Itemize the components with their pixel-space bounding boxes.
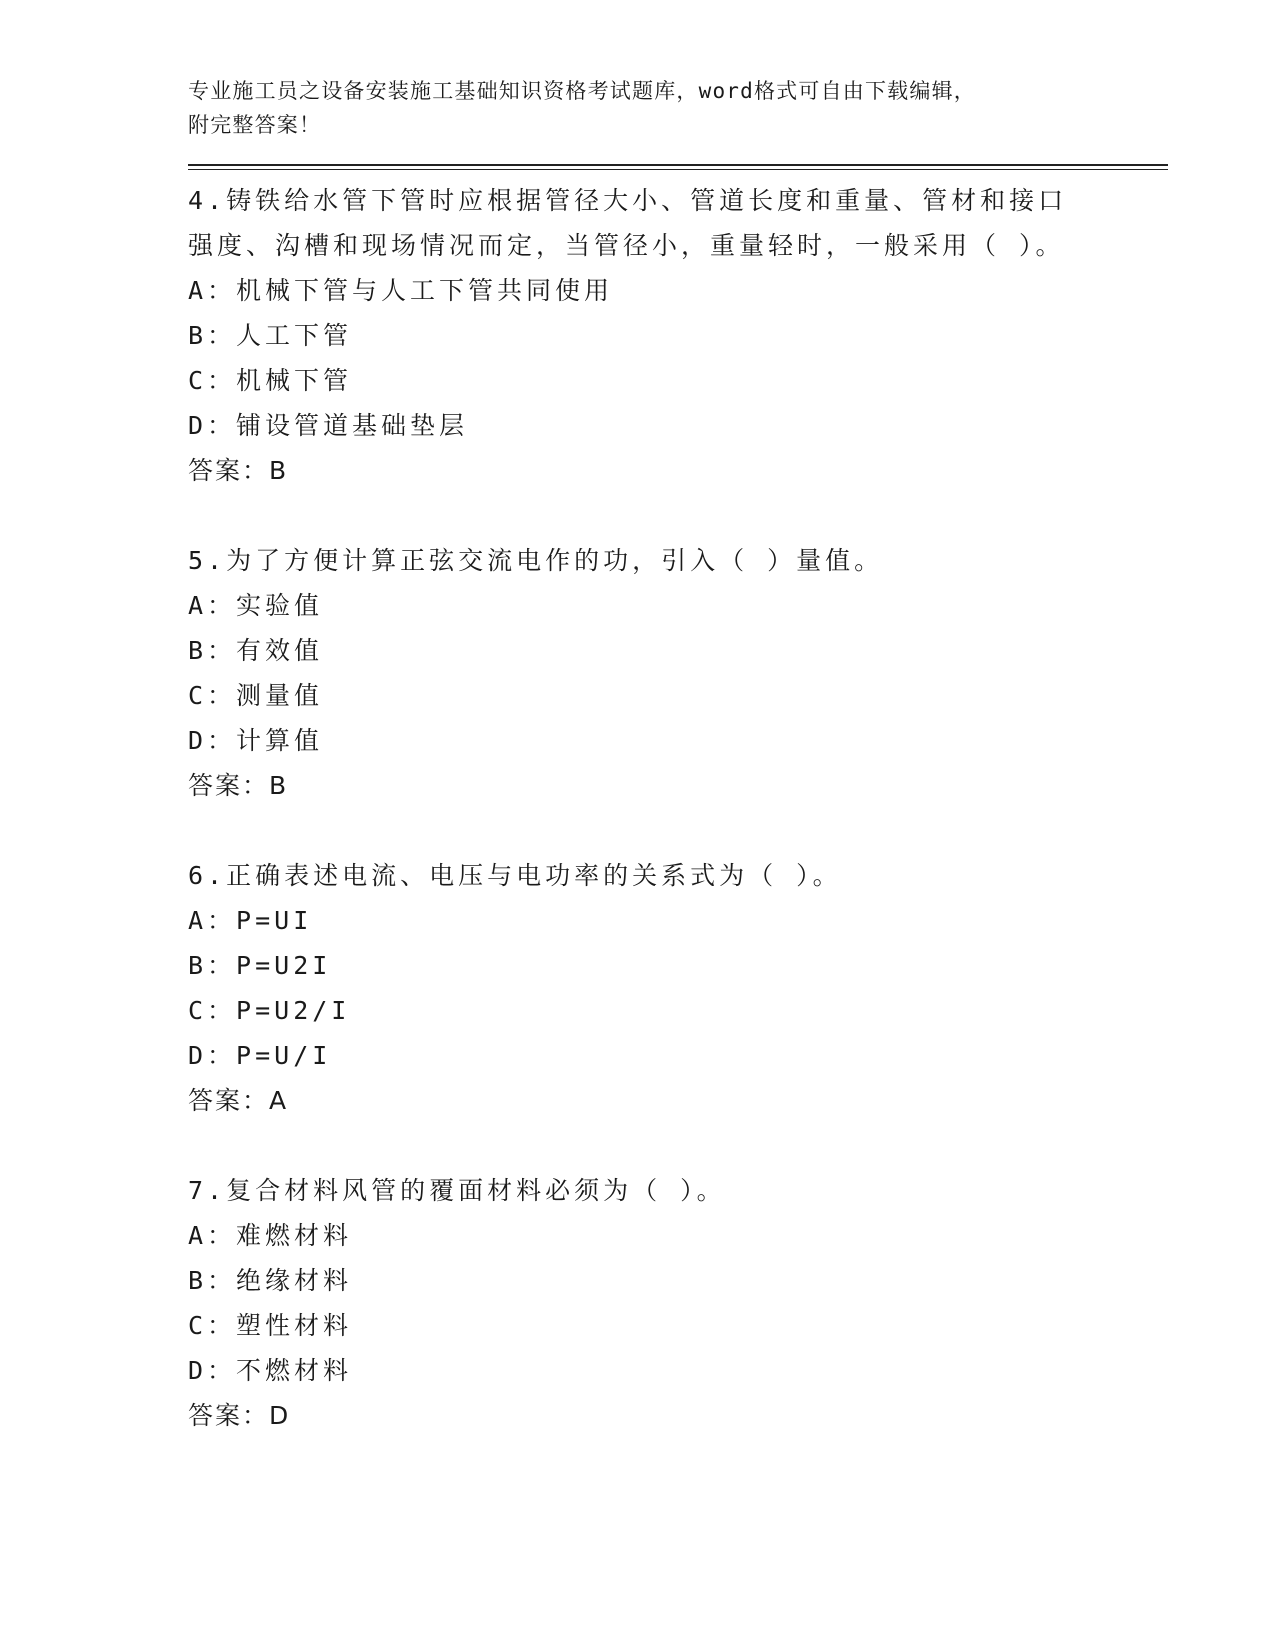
question-stem: 6.正确表述电流、电压与电功率的关系式为（ ）。 bbox=[188, 861, 842, 890]
option-b: B：绝缘材料 bbox=[188, 1266, 353, 1295]
question-5 bbox=[188, 538, 1168, 808]
option-c: C：机械下管 bbox=[188, 366, 353, 395]
option-b: B：P=U2I bbox=[188, 951, 332, 980]
header-line-2: 附完整答案！ bbox=[188, 113, 322, 137]
option-d: D：计算值 bbox=[188, 726, 324, 755]
answer: 答案：B bbox=[188, 456, 289, 485]
option-d: D：不燃材料 bbox=[188, 1356, 353, 1385]
question-stem-continued: 强度、沟槽和现场情况而定，当管径小，重量轻时，一般采用（ ）。 bbox=[188, 231, 1065, 260]
option-d: D：P=U/I bbox=[188, 1041, 332, 1070]
option-a: A：机械下管与人工下管共同使用 bbox=[188, 276, 614, 305]
option-a: A：难燃材料 bbox=[188, 1221, 353, 1250]
header-divider bbox=[188, 164, 1168, 170]
option-a: A：P=UI bbox=[188, 906, 313, 935]
question-7 bbox=[188, 1168, 1168, 1438]
option-c: C：测量值 bbox=[188, 681, 324, 710]
option-d: D：铺设管道基础垫层 bbox=[188, 411, 469, 440]
option-a: A：实验值 bbox=[188, 591, 324, 620]
question-stem: 5.为了方便计算正弦交流电作的功，引入（ ）量值。 bbox=[188, 546, 884, 575]
document-page bbox=[188, 74, 1168, 1438]
header-line-1: 专业施工员之设备安装施工基础知识资格考试题库，word格式可自由下载编辑， bbox=[188, 79, 976, 103]
option-b: B：人工下管 bbox=[188, 321, 353, 350]
question-4 bbox=[188, 178, 1168, 493]
answer: 答案：B bbox=[188, 771, 289, 800]
question-6 bbox=[188, 853, 1168, 1123]
question-stem: 7.复合材料风管的覆面材料必须为（ ）。 bbox=[188, 1176, 726, 1205]
option-c: C：P=U2/I bbox=[188, 996, 351, 1025]
question-stem: 4.铸铁给水管下管时应根据管径大小、管道长度和重量、管材和接口 bbox=[188, 186, 1068, 215]
option-b: B：有效值 bbox=[188, 636, 324, 665]
option-c: C：塑性材料 bbox=[188, 1311, 353, 1340]
answer: 答案：D bbox=[188, 1401, 291, 1430]
answer: 答案：A bbox=[188, 1086, 289, 1115]
